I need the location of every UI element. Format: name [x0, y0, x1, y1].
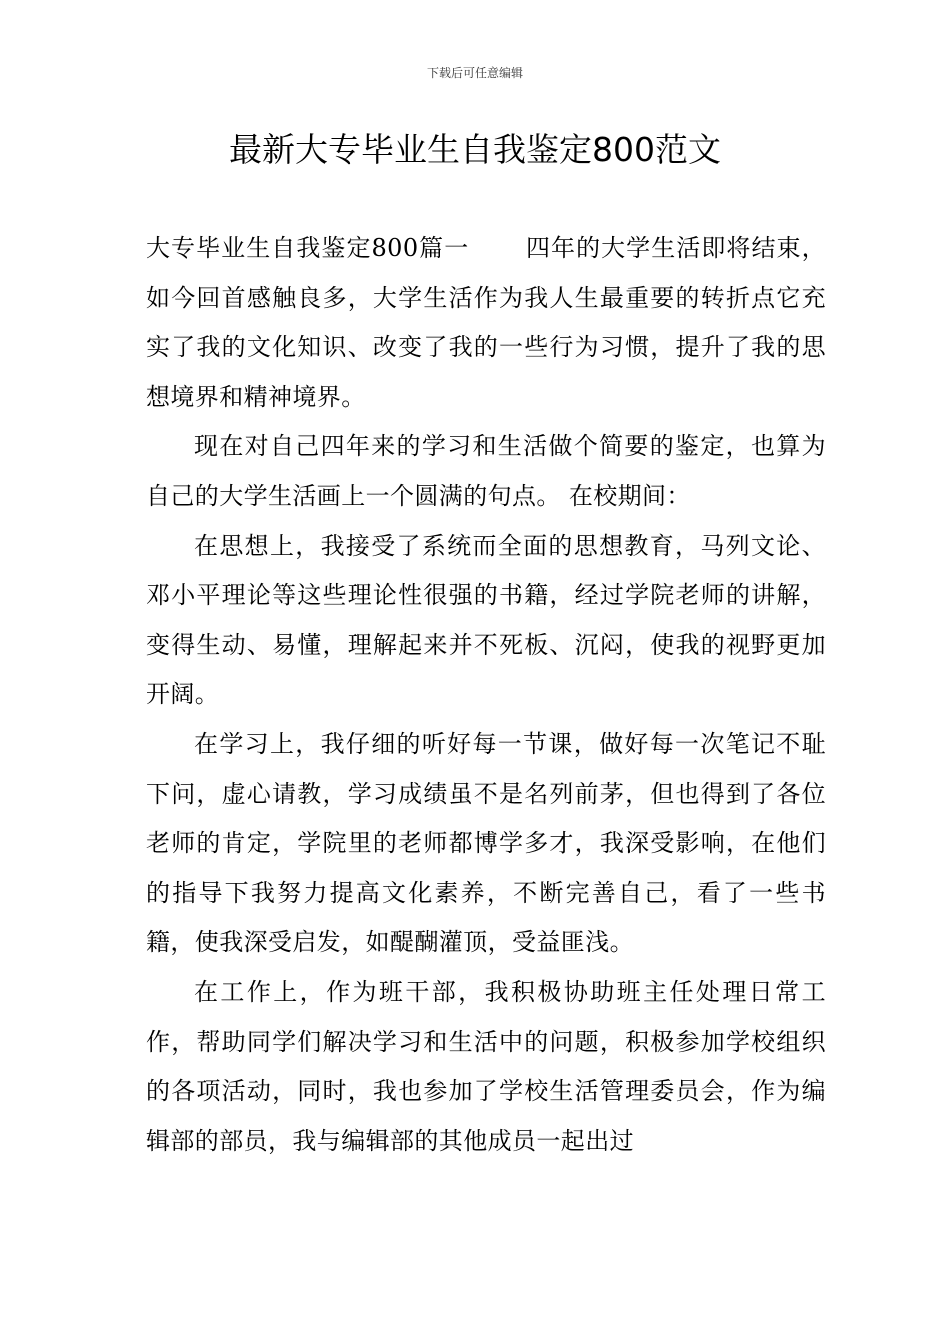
paragraph: 在学习上，我仔细的听好每一节课，做好每一次笔记不耻下问，虚心请教，学习成绩虽不是名列前茅，但也得到了各位老师的肯定，学院里的老师都博学多才，我深受影响，在他们的指导下我努力提高文化素养，不断完善自己，看了一些书籍，使我深受启发，如醍醐灌顶，受益匪浅。 — [146, 729, 826, 957]
paragraph: 现在对自己四年来的学习和生活做个简要的鉴定，也算为自己的大学生活画上一个圆满的句点。 在校期间： — [146, 432, 826, 510]
page-header-note: 下载后可任意编辑 — [426, 66, 523, 80]
paragraph: 在工作上，作为班干部，我积极协助班主任处理日常工作，帮助同学们解决学习和生活中的问题，积极参加学校组织的各项活动，同时，我也参加了学校生活管理委员会，作为编辑部的部员，我与编辑部的其他成员一起出过 — [146, 977, 826, 1155]
paragraph: 在思想上，我接受了系统而全面的思想教育，马列文论、邓小平理论等这些理论性很强的书籍，经过学院老师的讲解，变得生动、易懂，理解起来并不死板、沉闷，使我的视野更加开阔。 — [146, 531, 826, 709]
paragraph-text: 四年的大学生活即将结束，如今回首感触良多，大学生活作为我人生最重要的转折点它充实了我的文化知识、改变了我的一些行为习惯，提升了我的思想境界和精神境界。 — [146, 234, 826, 411]
document-title: 最新大专毕业生自我鉴定800范文 — [229, 130, 721, 169]
document-body — [146, 224, 826, 1166]
paragraph-intro — [146, 224, 826, 422]
section-label: 大专毕业生自我鉴定800篇一 — [146, 234, 470, 262]
